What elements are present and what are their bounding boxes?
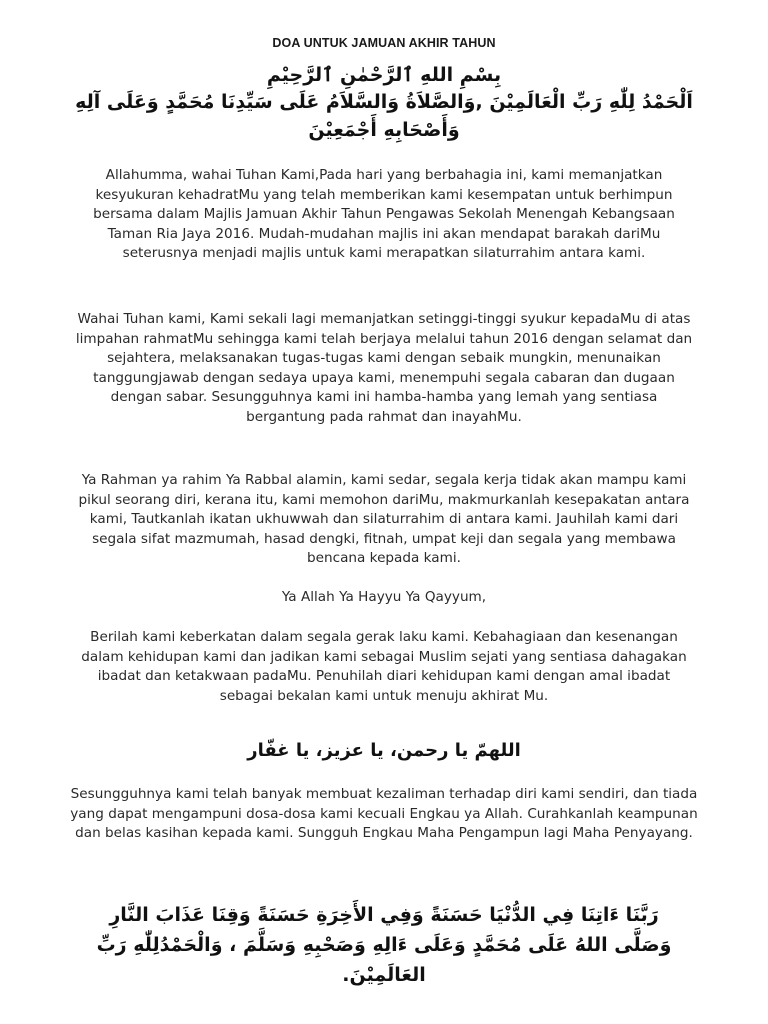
paragraph-invocation: Ya Allah Ya Hayyu Ya Qayyum,: [281, 589, 487, 605]
arabic-ya-allah: اللهمّ يا رحمن، يا عزيز، يا غفّار: [247, 740, 521, 761]
arabic-rabbana-line-2: وَصَلَّى اللهُ عَلَى مُحَمَّدٍ وَعَلَى ءَالِهِ وَصَحْبِهِ وَسَلَّمَ ، وَالْحَمْدُلِلّٰهِ رَبِّ العَالَمِيْنَ.: [96, 934, 672, 986]
arabic-closing-prayer: [70, 900, 698, 990]
arabic-opening-praise: اَلْحَمْدُ لِلّٰهِ رَبِّ الْعَالَمِيْنَ ,وَالصَّلاَةُ وَالسَّلاَمُ عَلَى سَيِّدِنَا مُحَمَّدٍ وَعَلَى آلِهِ وَأَصْحَابِهِ أَجْمَعِيْنَ: [75, 91, 693, 141]
paragraph-blessings: Berilah kami keberkatan dalam segala gerak laku kami. Kebahagiaan dan kesenangan dalam kehidupan kami dan jadikan kami sebagai Muslim sejati yang sentiasa dahagakan ibadat dan ketakwaan padaMu. Penuhilah diari kehidupan kami dengan amal ibadat sebagai bekalan kami untuk menuju akhirat Mu.: [81, 629, 687, 704]
paragraph-unity-request: Ya Rahman ya rahim Ya Rabbal alamin, kami sedar, segala kerja tidak akan mampu kami pikul seorang diri, kerana itu, kami memohon dariMu, makmurkanlah kesepakatan antara kami, Tautkanlah ikatan ukhuwwah dan silaturrahim di antara kami. Jauhilah kami dari segala sifat mazmumah, hasad dengki, fitnah, umpat keji dan segala yang membawa bencana kepada kami.: [78, 472, 690, 567]
paragraph-thanks-year: Wahai Tuhan kami, Kami sekali lagi memanjatkan setinggi-tinggi syukur kepadaMu di atas limpahan rahmatMu sehingga kami telah berjaya melalui tahun 2016 dengan selamat dan sejahtera, melaksanakan tugas-tugas kami dengan sebaik mungkin, menunaikan tanggungjawab dengan sedaya upaya kami, menempuhi segala cabaran dan dugaan dengan sabar. Sesungguhnya kami ini hamba-hamba yang lemah yang sentiasa bergantung pada rahmat dan inayahMu.: [75, 311, 693, 425]
arabic-rabbana-line-1: رَبَّنَا ءَاتِنَا فِي الدُّنْيَا حَسَنَةً وَفِي الأَخِرَةِ حَسَنَةً وَقِنَا عَذَابَ النَّارِ: [109, 904, 659, 926]
paragraph-opening-gratitude: Allahumma, wahai Tuhan Kami,Pada hari yang berbahagia ini, kami memanjatkan kesyukuran kehadratMu yang telah memberikan kami kesempatan untuk berhimpun bersama dalam Majlis Jamuan Akhir Tahun Pengawas Sekolah Menengah Kebangsaan Taman Ria Jaya 2016. Mudah-mudahan majlis ini akan mendapat barakah dariMu seterusnya menjadi majlis untuk kami merapatkan silaturrahim antara kami.: [93, 167, 675, 262]
arabic-bismillah: بِسْمِ اللهِ ٱلرَّحْمٰنِ ٱلرَّحِيْمِ: [266, 64, 502, 86]
paragraph-forgiveness: Sesungguhnya kami telah banyak membuat kezaliman terhadap diri kami sendiri, dan tiada yang dapat mengampuni dosa-dosa kami kecuali Engkau ya Allah. Curahkanlah keampunan dan belas kasihan kepada kami. Sungguh Engkau Maha Pengampun lagi Maha Penyayang.: [70, 786, 698, 842]
document-title: DOA UNTUK JAMUAN AKHIR TAHUN: [272, 36, 496, 50]
